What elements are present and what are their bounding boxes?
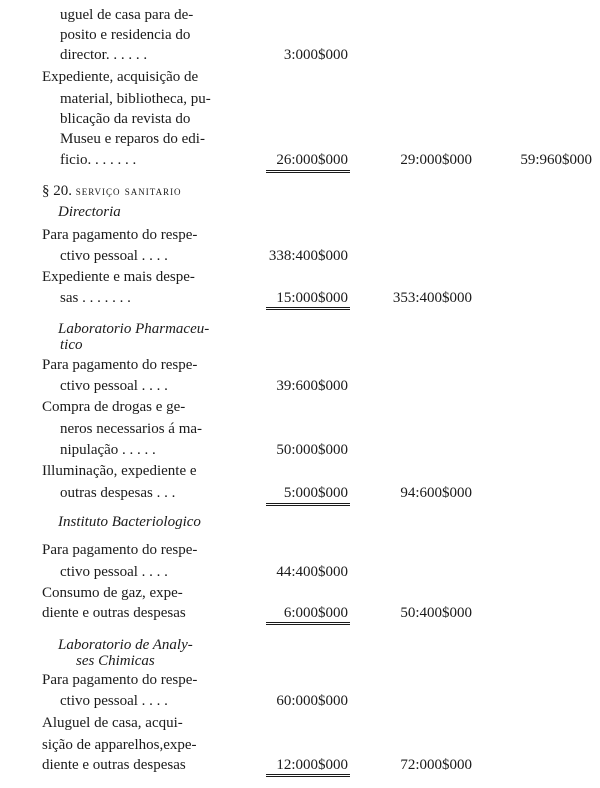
item-text-line: ctivo pessoal . . . . [60,564,168,580]
double-rule [266,170,350,173]
item-text-line: outras despesas . . . [60,485,176,501]
item-text-line: Para pagamento do respe- [42,542,198,558]
item-text-line: Para pagamento do respe- [42,672,198,688]
section-heading [42,182,182,200]
item-text-line: Illuminação, expediente e [42,463,197,479]
item-text-line: blicação da revista do [60,111,191,127]
subsection-title: Directoria [58,204,121,220]
double-rule [266,503,350,506]
subsection-title: ses Chimicas [76,653,155,669]
subsection-title: Laboratorio Pharmaceu- [58,321,210,337]
double-rule [266,774,350,777]
item-text-line: material, bibliotheca, pu- [60,91,211,107]
item-text-line: ficio. . . . . . . [60,152,137,168]
item-amount: 12:000$000 [276,757,348,773]
item-text-line: sas . . . . . . . [60,290,131,306]
section-number: § 20. [42,183,72,199]
item-text-line: Compra de drogas e ge- [42,399,186,415]
item-text-line: Museu e reparos do edi- [60,131,205,147]
subsection-title: Laboratorio de Analy- [58,637,193,653]
subtotal-amount: 72:000$000 [400,757,472,773]
subsection-title: tico [60,337,83,353]
item-text-line: ctivo pessoal . . . . [60,248,168,264]
item-text-line: nipulação . . . . . [60,442,156,458]
double-rule [266,307,350,310]
total-amount: 59:960$000 [520,152,592,168]
section-title: serviço sanitario [75,183,182,198]
item-text-line: Consumo de gaz, expe- [42,585,183,601]
item-amount: 50:000$000 [276,442,348,458]
item-amount: 338:400$000 [268,248,348,264]
subtotal-amount: 29:000$000 [400,152,472,168]
item-amount: 39:600$000 [276,378,348,394]
item-text-line: ctivo pessoal . . . . [60,693,168,709]
item-amount: 60:000$000 [276,693,348,709]
subtotal-amount: 353:400$000 [392,290,472,306]
item-amount: 15:000$000 [276,290,348,306]
item-amount: 6:000$000 [283,605,348,621]
item-amount: 5:000$000 [283,485,348,501]
item-text-line: diente e outras despesas [42,605,186,621]
item-text-line: director. . . . . . [60,47,148,63]
item-text-line: uguel de casa para de- [60,7,194,23]
item-amount: 3:000$000 [283,47,348,63]
double-rule [266,622,350,625]
subsection-title: Instituto Bacteriologico [58,514,201,530]
item-amount: 26:000$000 [276,152,348,168]
item-text-line: sição de apparelhos,expe- [42,737,197,753]
item-text-line: Expediente e mais despe- [42,269,195,285]
item-text-line: Para pagamento do respe- [42,357,198,373]
item-text-line: posito e residencia do [60,27,191,43]
item-text-line: diente e outras despesas [42,757,186,773]
subtotal-amount: 50:400$000 [400,605,472,621]
item-text-line: Aluguel de casa, acqui- [42,715,183,731]
item-text-line: Expediente, acquisição de [42,69,199,85]
item-text-line: Para pagamento do respe- [42,227,198,243]
subtotal-amount: 94:600$000 [400,485,472,501]
item-amount: 44:400$000 [276,564,348,580]
item-text-line: ctivo pessoal . . . . [60,378,168,394]
item-text-line: neros necessarios á ma- [60,421,203,437]
